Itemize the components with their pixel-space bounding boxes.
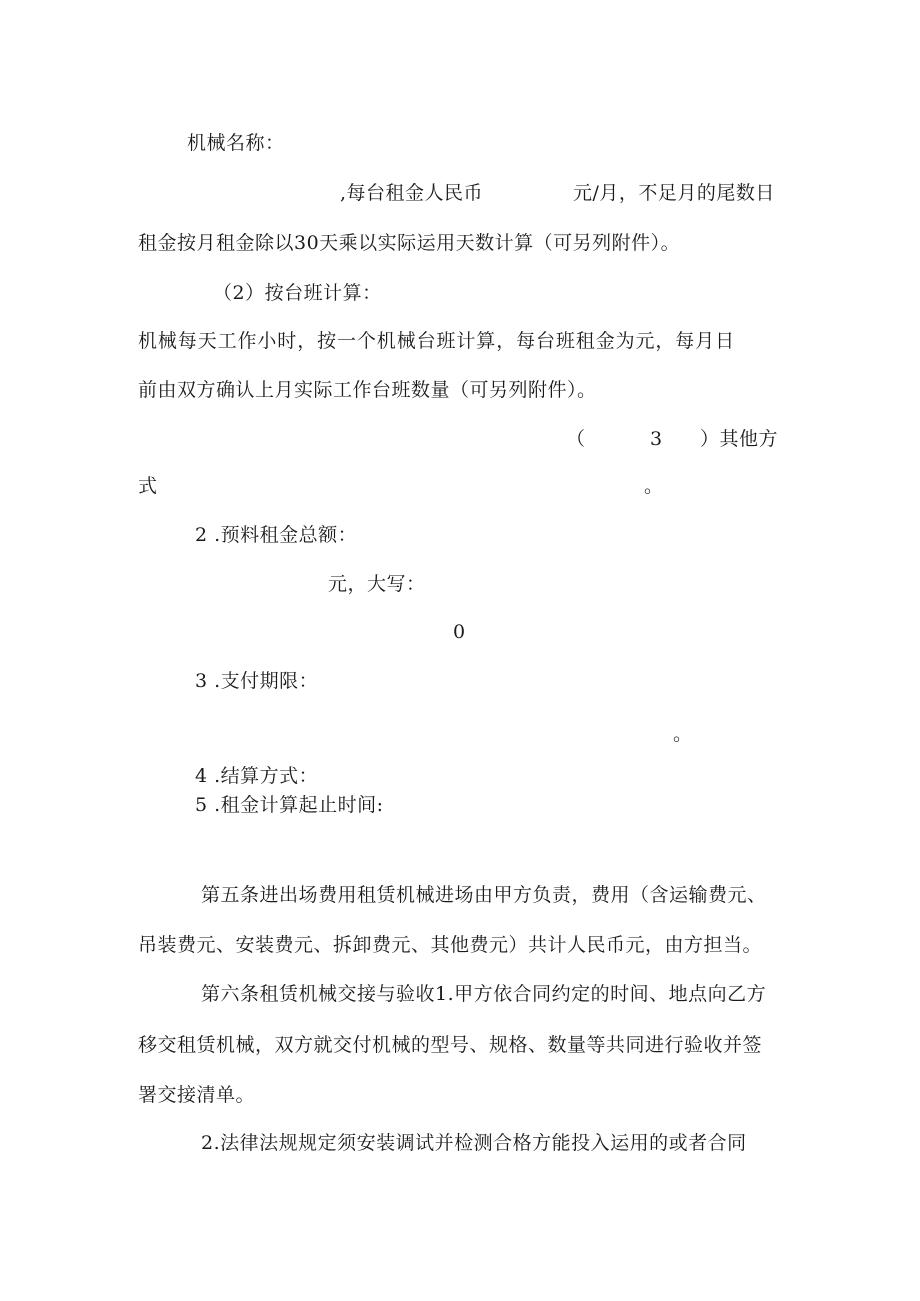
monthly-rent-rule: 租金按月租金除以30天乘以实际运用天数计算（可另列附件）。 — [138, 232, 681, 254]
monthly-rent-text-b: 元/月，不足月的尾数日 — [573, 182, 775, 204]
article-6-text-2: 移交租赁机械，双方就交付机械的型号、规格、数量等共同进行验收并签 — [138, 1034, 763, 1056]
other-method-number: 3 — [650, 428, 663, 450]
other-method-text: ）其他方 — [700, 428, 779, 450]
shift-calc-heading: （2）按台班计算： — [213, 282, 382, 304]
estimated-rent-amount: 元，大写： — [328, 573, 426, 595]
payment-term-heading: 3 .支付期限： — [195, 670, 319, 692]
settlement-method-heading: 4 .结算方式： — [195, 765, 319, 787]
estimated-rent-zero: 0 — [453, 621, 466, 643]
estimated-rent-heading: 2 .预料租金总额： — [195, 524, 358, 546]
other-method-paren-open: （ — [566, 428, 586, 450]
shift-calc-text-1: 机械每天工作小时，按一个机械台班计算，每台班租金为元，每月日 — [138, 330, 736, 352]
rent-period-heading: 5 .租金计算起止时间: — [195, 794, 384, 816]
article-6-text-3: 署交接清单。 — [138, 1084, 256, 1106]
article-5-text-1: 第五条进出场费用租赁机械进场由甲方负责，费用（含运输费元、 — [201, 884, 767, 906]
article-5-text-2: 吊装费元、安装费元、拆卸费元、其他费元）共计人民币元，由方担当。 — [138, 934, 763, 956]
other-method-text-end: 式 — [138, 475, 158, 497]
article-6-text-1: 第六条租赁机械交接与验收1.甲方依合同约定的时间、地点向乙方 — [201, 983, 767, 1005]
payment-term-period: 。 — [673, 723, 693, 745]
machine-name-label: 机械名称： — [187, 132, 285, 154]
shift-calc-text-2: 前由双方确认上月实际工作台班数量（可另列附件）。 — [138, 379, 597, 401]
article-6-text-4: 2.法律法规规定须安装调试并检测合格方能投入运用的或者合同 — [201, 1132, 747, 1154]
monthly-rent-text-a: ,每台租金人民币 — [340, 182, 484, 204]
other-method-period: 。 — [644, 475, 664, 497]
